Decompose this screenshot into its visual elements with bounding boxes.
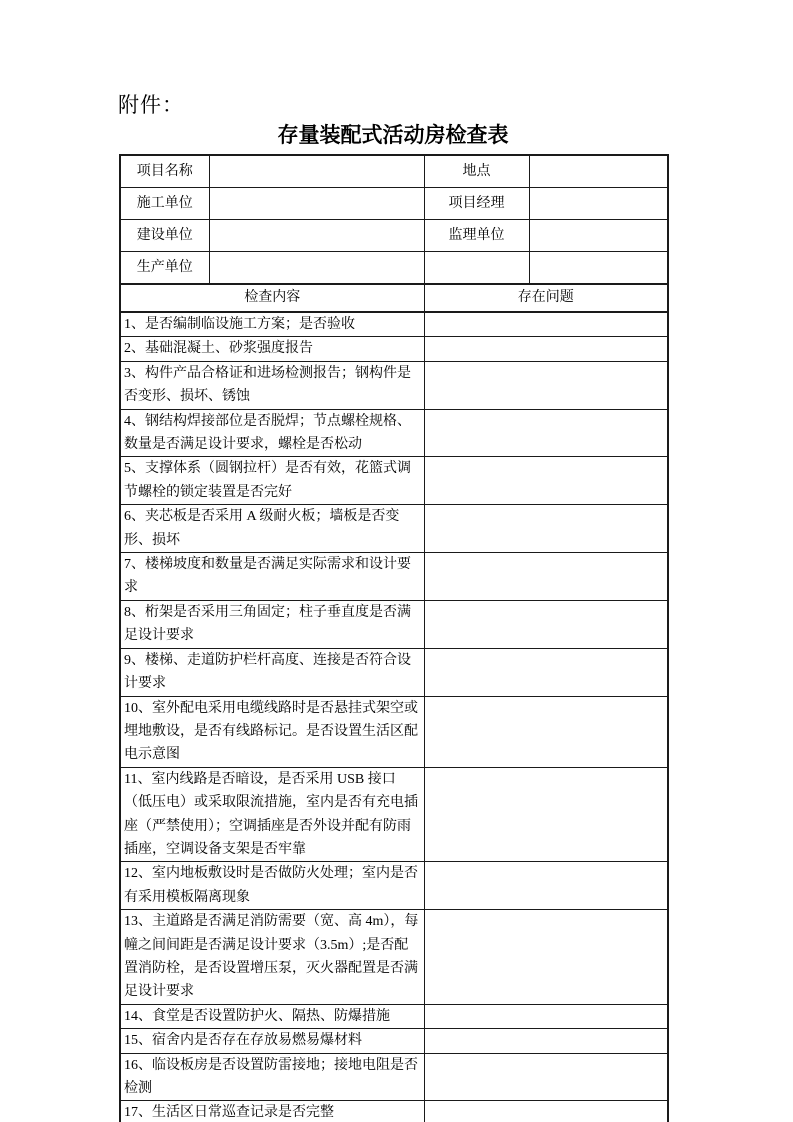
info-label-cell: 项目经理 xyxy=(424,188,529,220)
check-item-content: 17、生活区日常巡查记录是否完整 xyxy=(120,1101,424,1122)
check-item-issue xyxy=(424,1053,668,1101)
info-value-cell xyxy=(209,220,424,252)
check-item-content: 12、室内地板敷设时是否做防火处理；室内是否有采用模板隔离现象 xyxy=(120,862,424,910)
info-value-cell xyxy=(209,252,424,285)
table-row xyxy=(120,696,668,767)
check-item-content: 8、桁架是否采用三角固定；柱子垂直度是否满足设计要求 xyxy=(120,600,424,648)
info-value-cell xyxy=(529,155,668,188)
info-label-cell: 地点 xyxy=(424,155,529,188)
check-item-issue xyxy=(424,862,668,910)
check-item-content: 16、临设板房是否设置防雷接地；接地电阻是否检测 xyxy=(120,1053,424,1101)
inspection-table xyxy=(119,154,669,1122)
check-item-content: 3、构件产品合格证和进场检测报告；钢构件是否变形、损坏、锈蚀 xyxy=(120,361,424,409)
info-row xyxy=(120,155,668,188)
check-item-issue xyxy=(424,648,668,696)
check-item-content: 15、宿舍内是否存在存放易燃易爆材料 xyxy=(120,1029,424,1053)
check-item-issue xyxy=(424,312,668,337)
check-item-content: 10、室外配电采用电缆线路时是否悬挂式架空或埋地敷设，是否有线路标记。是否设置生活区配电示意图 xyxy=(120,696,424,767)
table-row xyxy=(120,910,668,1005)
info-row xyxy=(120,188,668,220)
check-item-content: 13、主道路是否满足消防需要（宽、高 4m），每幢之间间距是否满足设计要求（3.5m）;是否配置消防栓，是否设置增压泵，灭火器配置是否满足设计要求 xyxy=(120,910,424,1005)
table-row xyxy=(120,862,668,910)
check-item-content: 5、支撑体系（圆钢拉杆）是否有效，花篮式调节螺栓的锁定装置是否完好 xyxy=(120,457,424,505)
check-item-content: 6、夹芯板是否采用 A 级耐火板；墙板是否变形、损坏 xyxy=(120,505,424,553)
table-row xyxy=(120,337,668,361)
info-label-cell: 建设单位 xyxy=(120,220,209,252)
table-row xyxy=(120,1004,668,1028)
check-item-issue xyxy=(424,1101,668,1122)
check-item-content: 1、是否编制临设施工方案；是否验收 xyxy=(120,312,424,337)
table-row xyxy=(120,1101,668,1122)
info-label-cell: 施工单位 xyxy=(120,188,209,220)
table-row xyxy=(120,505,668,553)
check-item-issue xyxy=(424,910,668,1005)
table-row xyxy=(120,648,668,696)
info-value-cell xyxy=(209,188,424,220)
info-value-cell xyxy=(529,220,668,252)
table-row xyxy=(120,457,668,505)
check-item-issue xyxy=(424,361,668,409)
check-item-issue xyxy=(424,767,668,862)
info-value-cell xyxy=(529,252,668,285)
info-value-cell xyxy=(529,188,668,220)
table-row xyxy=(120,361,668,409)
check-item-issue xyxy=(424,600,668,648)
table-row xyxy=(120,600,668,648)
check-item-issue xyxy=(424,457,668,505)
check-item-issue xyxy=(424,553,668,601)
table-row xyxy=(120,409,668,457)
info-label-cell: 监理单位 xyxy=(424,220,529,252)
column-header-check-content: 检查内容 xyxy=(120,284,424,312)
check-item-content: 2、基础混凝土、砂浆强度报告 xyxy=(120,337,424,361)
check-item-issue xyxy=(424,696,668,767)
info-label-cell: 项目名称 xyxy=(120,155,209,188)
check-item-content: 11、室内线路是否暗设，是否采用 USB 接口（低压电）或采取限流措施，室内是否有充电插座（严禁使用）；空调插座是否外设并配有防雨插座，空调设备支架是否牢靠 xyxy=(120,767,424,862)
info-label-cell: 生产单位 xyxy=(120,252,209,285)
check-item-content: 4、钢结构焊接部位是否脱焊；节点螺栓规格、数量是否满足设计要求，螺栓是否松动 xyxy=(120,409,424,457)
check-item-issue xyxy=(424,409,668,457)
info-value-cell xyxy=(209,155,424,188)
section-header-row xyxy=(120,284,668,312)
table-row xyxy=(120,1053,668,1101)
info-row xyxy=(120,220,668,252)
check-item-issue xyxy=(424,1029,668,1053)
document-title: 存量装配式活动房检查表 xyxy=(277,123,509,147)
column-header-existing-issues: 存在问题 xyxy=(424,284,668,312)
check-item-content: 9、楼梯、走道防护栏杆高度、连接是否符合设计要求 xyxy=(120,648,424,696)
check-item-issue xyxy=(424,337,668,361)
info-row xyxy=(120,252,668,285)
table-row xyxy=(120,1029,668,1053)
table-row xyxy=(120,553,668,601)
check-item-content: 7、楼梯坡度和数量是否满足实际需求和设计要求 xyxy=(120,553,424,601)
table-row xyxy=(120,767,668,862)
check-item-content: 14、食堂是否设置防护火、隔热、防爆措施 xyxy=(120,1004,424,1028)
info-label-cell xyxy=(424,252,529,285)
table-row xyxy=(120,312,668,337)
check-item-issue xyxy=(424,505,668,553)
check-item-issue xyxy=(424,1004,668,1028)
attachment-label: 附件： xyxy=(118,93,184,117)
